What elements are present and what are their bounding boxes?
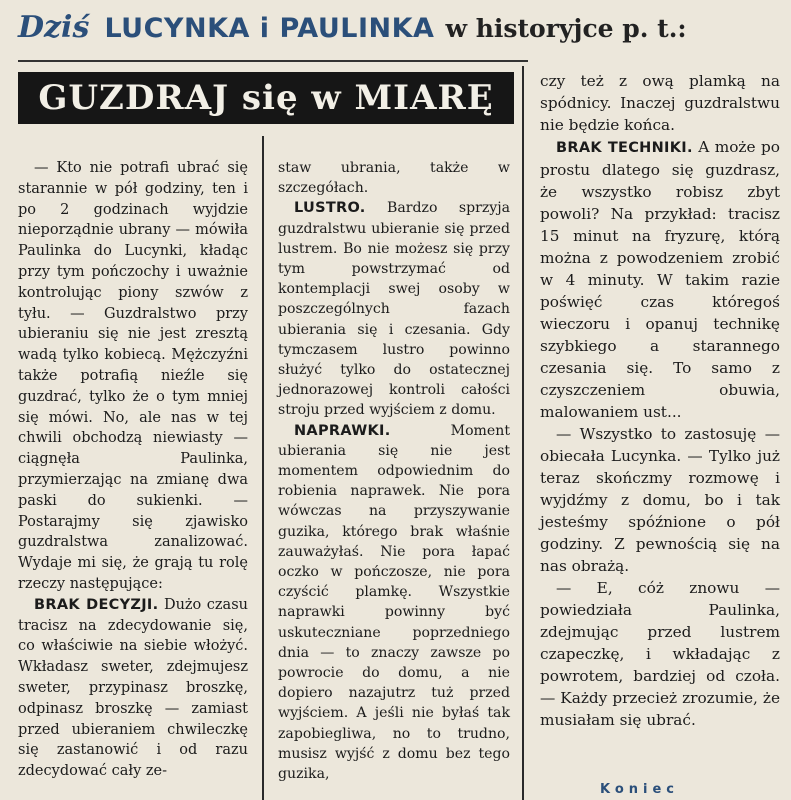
column-divider-1 xyxy=(262,136,264,800)
paragraph-text: Dużo czasu tracisz na zdecydowanie się, co właściwie na siebie włożyć. Wkładasz sweter, zdejmujesz sweter, przypinasz broszkę, odpinasz broszkę — zamiast przed ubieraniem chwileczkę się zastanowić i od razu zdecydować cały ze- xyxy=(18,596,248,780)
paragraph xyxy=(540,136,780,423)
paragraph xyxy=(540,577,780,731)
footer-koniec: Koniec xyxy=(600,782,680,797)
paragraph xyxy=(540,423,780,577)
article-header xyxy=(18,10,788,56)
article-column-2 xyxy=(278,158,510,784)
section-heading: BRAK DECYZJI. xyxy=(34,596,159,613)
article-column-1 xyxy=(18,158,248,782)
header-names: LUCYNKA i PAULINKA xyxy=(104,13,435,44)
paragraph-text: A może po prostu dlatego się guzdrasz, że wszystko robisz zbyt powoli? Na przykład: tracisz 15 minut na fryzurę, którą można z powodzeniem zrobić w 4 minuty. W takim razie poświęć czas któregoś wieczoru i opanuj technikę szybkiego a starannego czesania się. To samo z czyszczeniem obuwia, malowaniem ust... xyxy=(540,138,780,421)
paragraph xyxy=(278,198,510,420)
article-title: GUZDRAJ się w MIARĘ xyxy=(18,72,514,124)
section-heading: NAPRAWKI. xyxy=(294,422,391,439)
paragraph-text: Bardzo sprzyja guzdralstwu ubieranie się przed lustrem. Bo nie możesz się przy tym powstrzymać od kontemplacji swej osoby w poszczególnych fazach ubierania się i czesania. Gdy tymczasem lustro powinno służyć tylko do ostatecznej jednorazowej kontroli całości stroju przed wyjściem z domu. xyxy=(278,200,510,419)
header-dzis: Dziś xyxy=(18,10,90,45)
paragraph-text: Moment ubierania się nie jest momentem odpowiednim do robienia naprawek. Nie pora wówczas na przyszywanie guzika, którego brak właśnie zauważyłaś. Nie pora łapać oczko w pończosze, nie pora czyścić plamkę. Wszystkie naprawki powinny być uskuteczniane poprzedniego dnia — to znaczy zawsze po powrocie do domu, a nie dopiero nazajutrz tuż przed wyjściem. A jeśli nie byłaś tak zapobiegliwa, no to trudno, musisz wyjść z domu bez tego guzika, xyxy=(278,422,510,783)
paragraph-text: czy też z ową plamką na spódnicy. Inaczej guzdralstwu nie będzie końca. xyxy=(540,72,780,134)
paragraph-text: staw ubrania, także w szczegółach. xyxy=(278,160,510,197)
paragraph xyxy=(18,158,248,595)
header-rule xyxy=(18,60,528,62)
section-heading: LUSTRO. xyxy=(294,200,366,217)
section-heading: BRAK TECHNIKI. xyxy=(556,140,693,156)
header-rest: w historyjce p. t.: xyxy=(445,14,687,43)
paragraph-text: — Wszystko to zastosuję — obiecała Lucynka. — Tylko już teraz skończmy rozmowę i wyjdźmy z domu, bo i tak jesteśmy spóźnione o pół godziny. Z pewnością się na nas obrażą. xyxy=(540,425,780,575)
paragraph xyxy=(278,421,510,785)
paragraph xyxy=(278,158,510,198)
article-column-3 xyxy=(540,70,780,731)
paragraph xyxy=(18,595,248,782)
paragraph-text: — E, cóż znowu — powiedziała Paulinka, zdejmując przed lustrem czapeczkę, i wkładając z powrotem, bardziej od czoła. — Każdy przecież zrozumie, że musiałam się ubrać. xyxy=(540,579,780,729)
column-divider-2 xyxy=(522,66,524,800)
paragraph xyxy=(540,70,780,136)
paragraph-text: — Kto nie potrafi ubrać się starannie w pół godziny, ten i po 2 godzinach wyjdzie nieporządnie ubrany — mówiła Paulinka do Lucynki, kładąc przy tym pończochy i uważnie kontrolując piony szwów z tyłu. — Guzdralstwo przy ubieraniu się nie jest zresztą wadą tylko kobiecą. Mężczyźni także potrafią nieźle się guzdrać, tylko że o tym mniej się mówi. No, ale nas w tej chwili obchodzą niewiasty — ciągnęła Paulinka, przymierzając na zmianę dwa paski do sukienki. — Postarajmy się zjawisko guzdralstwa zanalizować. Wydaje mi się, że grają tu rolę rzeczy następujące: xyxy=(18,160,248,592)
